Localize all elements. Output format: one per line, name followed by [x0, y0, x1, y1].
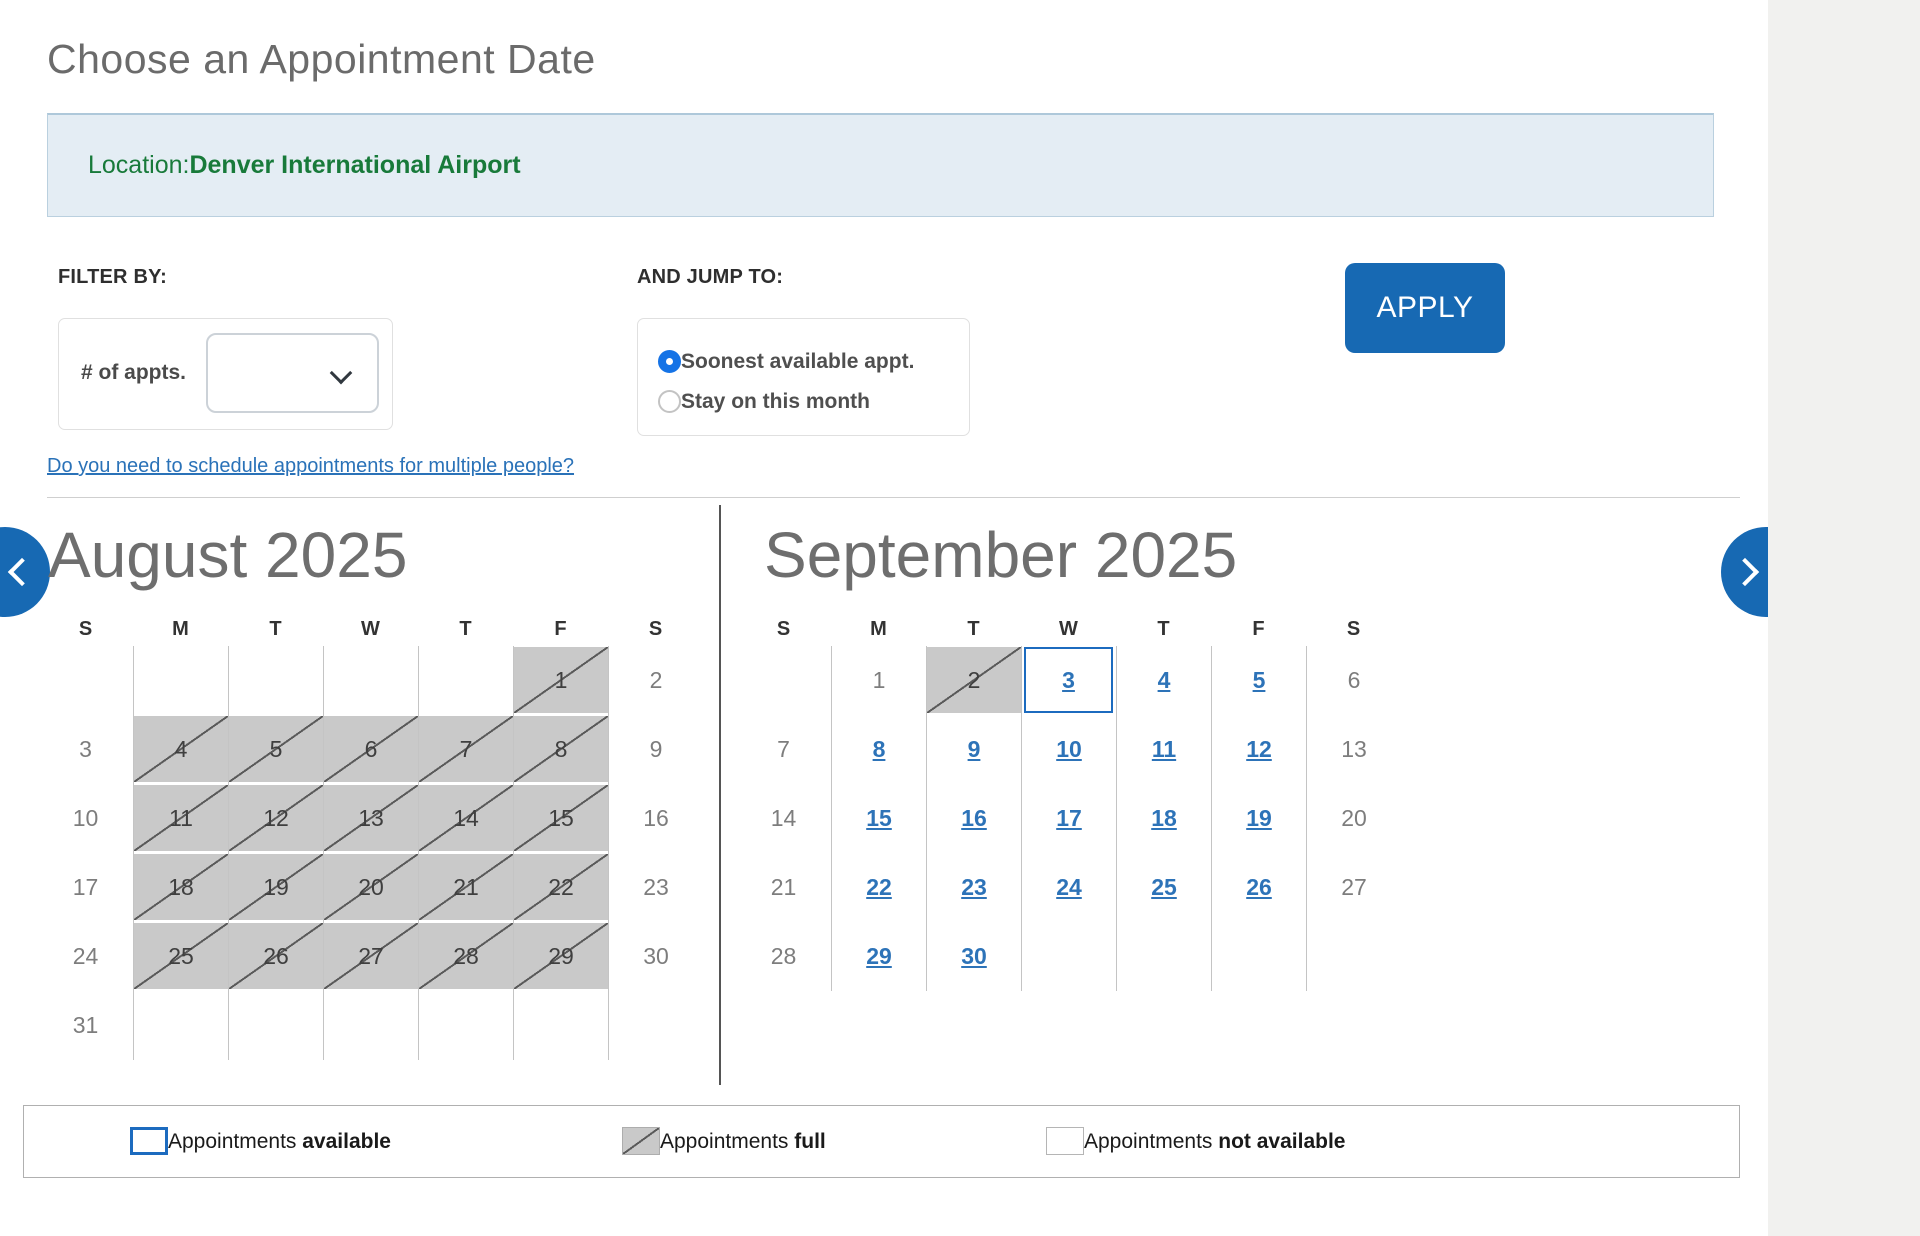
location-text: [88, 151, 521, 180]
day-cell-august-6: [323, 715, 418, 784]
day-of-week-header: F: [1252, 618, 1265, 640]
day-of-week-header: M: [870, 618, 887, 640]
day-cell-august-25: [133, 922, 228, 991]
day-cell-august-3: [38, 715, 133, 784]
day-of-week-header: T: [1157, 618, 1170, 640]
legend: [23, 1105, 1740, 1178]
day-cell-august-9: [608, 715, 703, 784]
day-cell-september-2: [926, 646, 1021, 715]
day-cell-empty: [228, 991, 323, 1060]
day-cell-august-28: [418, 922, 513, 991]
day-cell-empty: [323, 991, 418, 1060]
day-of-week-header: S: [776, 618, 791, 640]
day-cell-august-12: [228, 784, 323, 853]
day-of-week-header: W: [1059, 618, 1078, 640]
day-cell-august-27: [323, 922, 418, 991]
day-cell-august-18: [133, 853, 228, 922]
day-number: 5: [229, 716, 323, 782]
day-cell-august-2: [608, 646, 703, 715]
day-cell-september-28: [736, 922, 831, 991]
day-number: 13: [1341, 735, 1367, 762]
day-number[interactable]: 11: [1151, 735, 1177, 762]
day-cell-empty: [38, 646, 133, 715]
day-number[interactable]: 16: [961, 804, 987, 831]
num-appts-select[interactable]: [206, 333, 379, 413]
day-number[interactable]: 17: [1056, 804, 1082, 831]
apply-button[interactable]: APPLY: [1345, 263, 1505, 353]
day-number: 7: [419, 716, 513, 782]
day-number: 1: [872, 666, 886, 693]
day-cell-september-1: [831, 646, 926, 715]
day-cell-september-14: [736, 784, 831, 853]
day-cell-august-16: [608, 784, 703, 853]
day-cell-september-20: [1306, 784, 1401, 853]
day-cell-september-16[interactable]: [926, 784, 1021, 853]
day-cell-september-8[interactable]: [831, 715, 926, 784]
day-of-week-header: F: [554, 618, 567, 640]
available-swatch-icon: [130, 1127, 168, 1155]
day-number: 14: [419, 785, 513, 851]
multiple-people-link[interactable]: Do you need to schedule appointments for multiple people?: [47, 455, 575, 477]
day-number: 2: [649, 666, 663, 693]
day-of-week-header: T: [967, 618, 980, 640]
day-cell-empty: [418, 991, 513, 1060]
day-cell-august-5: [228, 715, 323, 784]
day-number[interactable]: 4: [1157, 666, 1171, 693]
day-number: 22: [514, 854, 608, 920]
day-number: 4: [134, 716, 228, 782]
day-cell-august-29: [513, 922, 608, 991]
day-number[interactable]: 24: [1056, 873, 1082, 900]
day-cell-empty: [1021, 922, 1116, 991]
day-number[interactable]: 22: [866, 873, 892, 900]
day-cell-empty: [513, 991, 608, 1060]
day-number: 19: [229, 854, 323, 920]
legend-label-not-available: Appointments not available: [1084, 1129, 1346, 1153]
day-cell-september-7: [736, 715, 831, 784]
day-cell-september-6: [1306, 646, 1401, 715]
radio-selected-icon[interactable]: [658, 350, 681, 373]
day-number[interactable]: 12: [1246, 735, 1272, 762]
chevron-down-icon: [330, 362, 353, 385]
location-banner: [47, 113, 1714, 217]
day-number: 15: [514, 785, 608, 851]
calendar-month-title: August 2025: [48, 519, 408, 591]
day-cell-august-4: [133, 715, 228, 784]
day-cell-september-19[interactable]: [1211, 784, 1306, 853]
day-cell-september-21: [736, 853, 831, 922]
legend-item-full: [622, 1127, 826, 1155]
radio-stay-label: Stay on this month: [681, 389, 870, 413]
day-cell-empty: [323, 646, 418, 715]
day-number: 12: [229, 785, 323, 851]
day-cell-empty: [1306, 922, 1401, 991]
day-number: 7: [777, 735, 790, 762]
section-divider: [47, 497, 1740, 498]
radio-stay-on-month[interactable]: [658, 387, 870, 415]
day-cell-september-17[interactable]: [1021, 784, 1116, 853]
day-number: 29: [514, 923, 608, 989]
day-cell-september-11[interactable]: [1116, 715, 1211, 784]
location-label: Location:: [88, 151, 190, 179]
num-appts-label: # of appts.: [81, 361, 187, 384]
not-available-swatch-icon: [1046, 1127, 1084, 1155]
day-number: 20: [1341, 804, 1367, 831]
day-number: 30: [643, 942, 669, 969]
day-cell-september-30[interactable]: [926, 922, 1021, 991]
day-cell-august-30: [608, 922, 703, 991]
day-number: 20: [324, 854, 418, 920]
radio-soonest-label: Soonest available appt.: [681, 349, 915, 373]
location-value: Denver International Airport: [189, 151, 521, 179]
day-cell-empty: [1211, 922, 1306, 991]
page-title: Choose an Appointment Date: [47, 36, 596, 82]
day-of-week-header: M: [172, 618, 189, 640]
day-cell-september-22[interactable]: [831, 853, 926, 922]
calendar-september-2025: [736, 505, 1402, 991]
day-number: 23: [643, 873, 669, 900]
day-cell-empty: [228, 646, 323, 715]
day-cell-august-8: [513, 715, 608, 784]
radio-soonest-available[interactable]: [658, 347, 914, 375]
day-number: 9: [649, 735, 663, 762]
jump-card: [637, 318, 970, 436]
day-cell-empty: [608, 991, 703, 1060]
day-cell-august-15: [513, 784, 608, 853]
day-of-week-header: S: [78, 618, 93, 640]
day-number: 21: [419, 854, 513, 920]
chevron-right-icon: [1731, 558, 1759, 586]
legend-item-available: [130, 1127, 391, 1155]
day-number: 25: [134, 923, 228, 989]
day-number: 27: [1341, 873, 1367, 900]
day-cell-august-31: [38, 991, 133, 1060]
calendar-grid: [38, 618, 704, 1060]
day-number: 13: [324, 785, 418, 851]
day-number: 24: [72, 942, 99, 969]
jump-to-heading: AND JUMP TO:: [637, 266, 784, 288]
day-cell-august-23: [608, 853, 703, 922]
day-cell-empty: [736, 646, 831, 715]
day-of-week-header: T: [269, 618, 282, 640]
day-number: 16: [643, 804, 669, 831]
day-number[interactable]: 23: [961, 873, 987, 900]
day-number: 14: [770, 804, 797, 831]
day-cell-august-11: [133, 784, 228, 853]
day-cell-august-20: [323, 853, 418, 922]
day-number[interactable]: 29: [866, 942, 892, 969]
day-number: 31: [72, 1011, 99, 1038]
day-number[interactable]: 19: [1246, 804, 1272, 831]
day-number[interactable]: 26: [1246, 873, 1272, 900]
day-cell-september-25[interactable]: [1116, 853, 1211, 922]
day-cell-empty: [133, 991, 228, 1060]
day-cell-september-15[interactable]: [831, 784, 926, 853]
day-cell-august-10: [38, 784, 133, 853]
day-number[interactable]: 9: [967, 735, 981, 762]
filter-card: [58, 318, 393, 430]
day-cell-september-29[interactable]: [831, 922, 926, 991]
day-cell-august-17: [38, 853, 133, 922]
day-cell-august-14: [418, 784, 513, 853]
day-of-week-header: S: [1346, 618, 1361, 640]
chevron-left-icon: [8, 558, 36, 586]
day-number[interactable]: 10: [1056, 735, 1082, 762]
day-cell-august-1: [513, 646, 608, 715]
day-cell-september-13: [1306, 715, 1401, 784]
next-month-button[interactable]: [1721, 527, 1768, 617]
calendar-month-title: September 2025: [764, 519, 1238, 591]
day-number: 18: [134, 854, 228, 920]
day-number: 28: [419, 923, 513, 989]
day-of-week-header: W: [361, 618, 380, 640]
filter-by-heading: FILTER BY:: [58, 266, 168, 288]
day-number: 2: [927, 647, 1021, 713]
day-cell-september-4[interactable]: [1116, 646, 1211, 715]
day-number: 6: [1347, 666, 1361, 693]
day-cell-empty: [418, 646, 513, 715]
day-cell-september-26[interactable]: [1211, 853, 1306, 922]
calendar-grid: [736, 618, 1402, 991]
day-number: 3: [79, 735, 92, 762]
day-cell-august-26: [228, 922, 323, 991]
full-swatch-icon: [622, 1127, 660, 1155]
day-cell-august-19: [228, 853, 323, 922]
day-number[interactable]: 5: [1252, 666, 1266, 693]
day-cell-september-18[interactable]: [1116, 784, 1211, 853]
day-cell-august-7: [418, 715, 513, 784]
day-cell-august-21: [418, 853, 513, 922]
day-cell-empty: [1116, 922, 1211, 991]
day-cell-august-24: [38, 922, 133, 991]
day-number[interactable]: 3: [1024, 647, 1113, 713]
day-number[interactable]: 18: [1151, 804, 1177, 831]
day-cell-august-13: [323, 784, 418, 853]
day-cell-september-23[interactable]: [926, 853, 1021, 922]
day-number: 8: [514, 716, 608, 782]
day-of-week-header: T: [459, 618, 472, 640]
day-cell-september-9[interactable]: [926, 715, 1021, 784]
day-cell-september-24[interactable]: [1021, 853, 1116, 922]
legend-item-not-available: [1046, 1127, 1345, 1155]
day-number: 21: [770, 873, 797, 900]
day-number[interactable]: 8: [872, 735, 886, 762]
day-number: 10: [72, 804, 99, 831]
day-number[interactable]: 15: [866, 804, 892, 831]
day-number: 26: [229, 923, 323, 989]
day-cell-september-27: [1306, 853, 1401, 922]
legend-label-available: Appointments available: [168, 1129, 391, 1153]
day-number: 28: [770, 942, 797, 969]
day-number: 1: [514, 647, 608, 713]
day-number: 17: [72, 873, 99, 900]
radio-unselected-icon[interactable]: [658, 390, 681, 413]
day-cell-august-22: [513, 853, 608, 922]
day-number: 11: [134, 785, 228, 851]
day-cell-september-12[interactable]: [1211, 715, 1306, 784]
day-cell-empty: [133, 646, 228, 715]
day-of-week-header: S: [648, 618, 663, 640]
calendar-august-2025: [38, 505, 704, 1060]
day-number: 6: [324, 716, 418, 782]
day-number: 27: [324, 923, 418, 989]
day-number[interactable]: 25: [1151, 873, 1177, 900]
legend-label-full: Appointments full: [660, 1129, 826, 1153]
day-cell-september-3[interactable]: [1021, 646, 1116, 715]
calendar-divider: [719, 505, 721, 1085]
day-cell-september-10[interactable]: [1021, 715, 1116, 784]
day-number[interactable]: 30: [961, 942, 987, 969]
day-cell-september-5[interactable]: [1211, 646, 1306, 715]
